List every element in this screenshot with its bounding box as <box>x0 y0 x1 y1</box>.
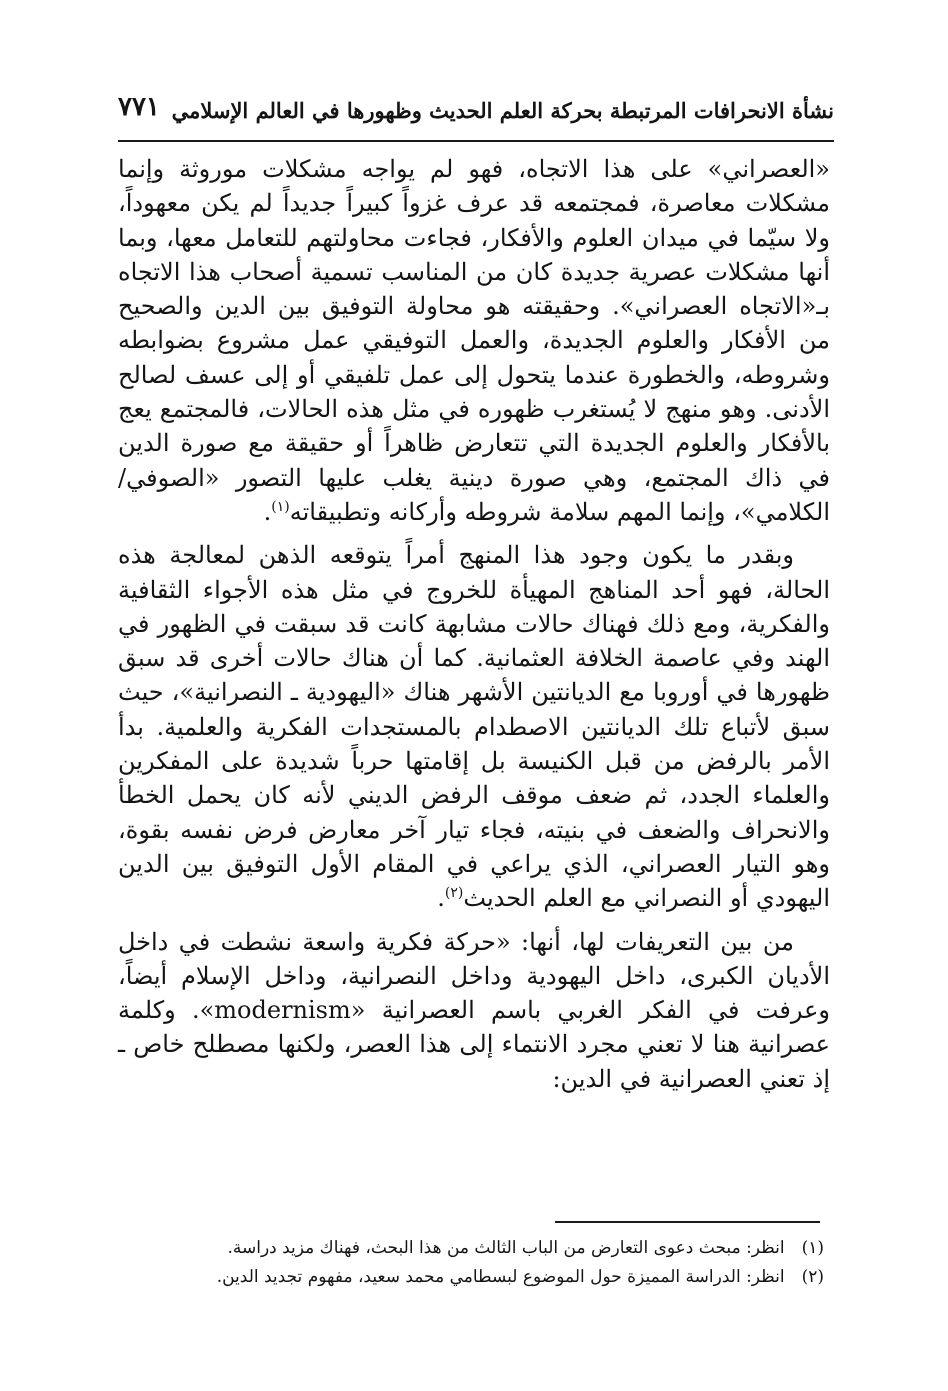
footnote <box>118 1263 824 1292</box>
footnote-number: (٢) <box>801 1267 824 1287</box>
paragraph-text: وبقدر ما يكون وجود هذا المنهج أمراً يتوقعه الذهن لمعالجة هذه الحالة، فهو أحد المناهج المهيأة للخروج في مثل هذه الأجواء الثقافية والفكرية، ومع ذلك فهناك حالات مشابهة كانت قد سبقت في الظهور في الهند وفي عاصمة الخلافة العثمانية. كما أن هناك حالات أخرى قد سبق ظهورها في أوروبا مع الديانتين الأشهر هناك «اليهودية ـ النصرانية»، حيث سبق لأتباع تلك الديانتين الاصطدام بالمستجدات الفكرية والعلمية. بدأ الأمر بالرفض من قبل الكنيسة بل إقامتها حرباً شديدة على المفكرين والعلماء الجدد، ثم ضعف موقف الرفض الديني لأنه كان يحمل الخطأ والانحراف والضعف في بنيته، فجاء تيار آخر معارض فرض نفسه بقوة، وهو التيار العصراني، الذي يراعي في المقام الأول التوفيق بين الدين اليهودي أو النصراني مع العلم الحديث <box>118 541 830 913</box>
footnote-text: انظر: الدراسة المميزة حول الموضوع لبسطامي محمد سعيد، مفهوم تجديد الدين. <box>216 1267 785 1287</box>
footnotes <box>118 1234 824 1292</box>
footnote <box>118 1234 824 1263</box>
running-header <box>118 92 834 136</box>
footnote-number: (١) <box>801 1238 824 1258</box>
paragraph-text: «العصراني» على هذا الاتجاه، فهو لم يواجه مشكلات موروثة وإنما مشكلات معاصرة، فمجتمعه قد عرف غزواً كبيراً جديداً لم يكن معهوداً، ولا سيّما في ميدان العلوم والأفكار، فجاءت محاولتهم للتعامل معها، وبما أنها مشكلات عصرية جديدة كان من المناسب تسمية أصحاب هذا الاتجاه بـ«الاتجاه العصراني». وحقيقته هو محاولة التوفيق بين الدين والصحيح من الأفكار والعلوم الجديدة، والعمل التوفيقي عمل مشروع بضوابطه وشروطه، والخطورة عندما يتحول إلى عمل تلفيقي أو إلى عسف لصالح الأدنى. وهو منهج لا يُستغرب ظهوره في مثل هذه الحالات، فالمجتمع يعج بالأفكار والعلوم الجديدة التي تتعارض ظاهراً أو حقيقة مع صورة الدين في ذاك المجتمع، وهي صورة دينية يغلب عليها التصور «الصوفي/الكلامي»، وإنما المهم سلامة شروطه وأركانه وتطبيقاته <box>118 155 830 526</box>
paragraph-end: . <box>437 884 445 913</box>
paragraph <box>118 538 830 915</box>
footnote-ref: (١) <box>271 498 290 515</box>
paragraph-end: . <box>263 497 272 526</box>
footnote-divider <box>555 1221 820 1223</box>
paragraph-text: من بين التعريفات لها، أنها: «حركة فكرية واسعة نشطت في داخل الأديان الكبرى، داخل اليهودية وداخل النصرانية، وداخل الإسلام أيضاً، وعرفت في الفكر الغربي باسم العصرانية «modernism». وكلمة عصرانية هنا لا تعني مجرد الانتماء إلى هذا العصر، ولكنها مصطلح خاص ـ إذ تعني العصرانية في الدين: <box>118 927 830 1093</box>
footnote-ref: (٢) <box>444 885 464 902</box>
paragraph <box>118 925 830 1096</box>
page-number: ٧٧١ <box>118 92 160 122</box>
footnote-text: انظر: مبحث دعوى التعارض من الباب الثالث من هذا البحث، فهناك مزيد دراسة. <box>227 1238 785 1258</box>
paragraph-continued <box>118 152 830 529</box>
running-header-title: نشأة الانحرافات المرتبطة بحركة العلم الحديث وظهورها في العالم الإسلامي <box>171 98 834 123</box>
header-divider <box>118 140 834 142</box>
main-text <box>118 152 830 1096</box>
